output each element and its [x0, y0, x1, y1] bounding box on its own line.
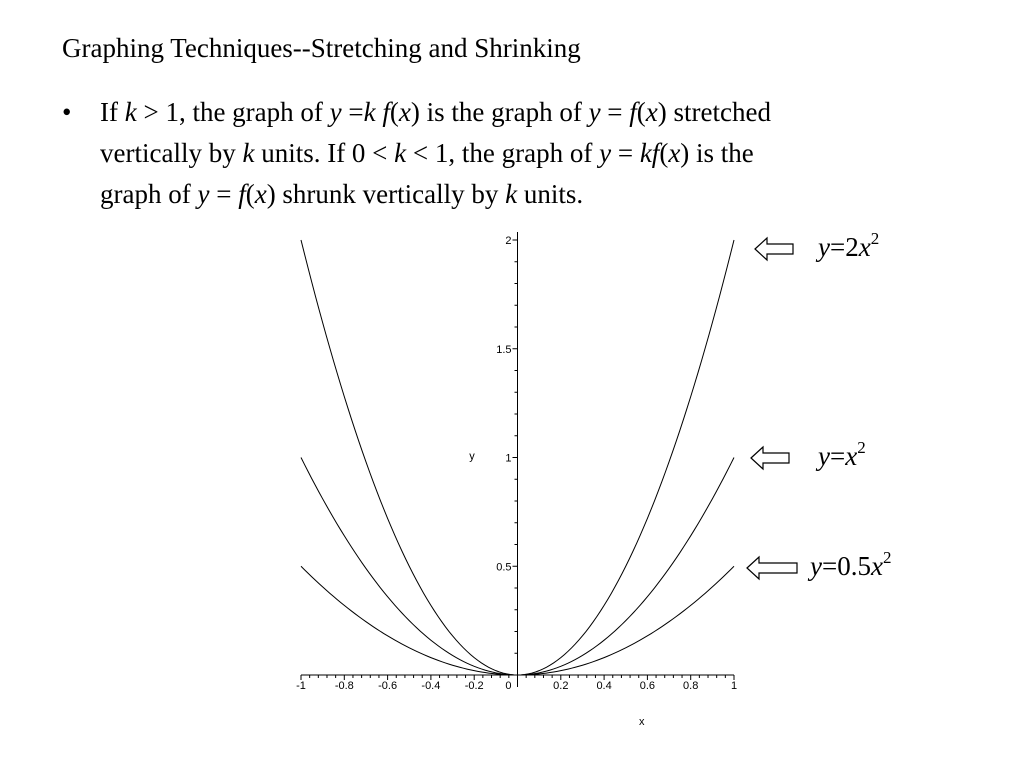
curve-label-x2 [818, 438, 866, 472]
hollow-left-arrow-icon [746, 555, 798, 581]
y-axis-title: y [469, 450, 475, 463]
hollow-left-arrow-icon [754, 236, 794, 262]
label-exp: 2 [870, 229, 880, 248]
text-run: ) is the graph of [410, 97, 589, 127]
x-axis-title: x [639, 716, 645, 728]
text-run: y [588, 97, 601, 127]
curve-label-2x2 [818, 229, 880, 263]
text-run: ( [636, 97, 646, 127]
label-eq: =2 [829, 232, 859, 262]
label-exp: 2 [857, 438, 866, 457]
bullet-symbol: • [62, 97, 72, 127]
tick-labels [296, 235, 737, 728]
text-run: units. If 0 < [254, 138, 395, 168]
text-run: k [505, 179, 518, 209]
text-run: x [254, 179, 267, 209]
text-run: k f [363, 97, 390, 127]
text-run: x [668, 138, 681, 168]
text-run: y [599, 138, 612, 168]
text-run: ( [659, 138, 669, 168]
text-run: kf [639, 138, 660, 168]
label-x: x [870, 551, 883, 581]
x-tick-label: 0.2 [553, 680, 569, 692]
label-eq: =0.5 [821, 551, 871, 581]
label-x: x [858, 232, 871, 262]
x-tick-label: -1 [296, 680, 306, 692]
x-tick-label: -0.6 [378, 680, 398, 692]
x-tick-label: -0.2 [464, 680, 484, 692]
text-run: = [341, 97, 364, 127]
text-run: < 1, the graph of [406, 138, 600, 168]
hollow-left-arrow-icon [750, 445, 790, 471]
text-run: units. [517, 179, 584, 209]
text-run: graph of [100, 179, 198, 209]
x-tick-label: 0.8 [683, 680, 699, 692]
text-run: vertically by [100, 138, 243, 168]
text-run: y [197, 179, 210, 209]
text-run: ) shrunk vertically by [266, 179, 506, 209]
text-run: k [242, 138, 255, 168]
text-run: k [394, 138, 407, 168]
text-run: > 1, the graph of [136, 97, 330, 127]
text-run: f [238, 179, 246, 209]
text-run: k [124, 97, 137, 127]
label-eq: = [829, 441, 846, 471]
text-run: = [611, 138, 640, 168]
text-run: ) is the [680, 138, 754, 168]
label-x: x [845, 441, 858, 471]
label-y: y [810, 551, 822, 581]
label-exp: 2 [882, 548, 892, 567]
label-y: y [818, 232, 830, 262]
y-tick-label: 0.5 [496, 561, 512, 574]
label-y: y [818, 441, 830, 471]
y-tick-label: 2 [505, 235, 512, 247]
text-run: ( [245, 179, 255, 209]
text-run: x [645, 97, 658, 127]
x-tick-label: 0.6 [639, 680, 656, 692]
x-tick-label: -0.4 [421, 680, 441, 692]
text-run: ( [389, 97, 399, 127]
text-run: f [629, 97, 637, 127]
x-tick-label: 0.4 [596, 680, 612, 692]
y-tick-label: 1 [505, 452, 512, 465]
text-run: y [329, 97, 342, 127]
text-run: If [100, 97, 125, 127]
y-tick-label: 1.5 [496, 343, 512, 356]
curve-label-0-5x2 [810, 548, 892, 582]
x-tick-label: 1 [730, 680, 738, 692]
text-run: = [600, 97, 630, 127]
axes [301, 232, 734, 687]
x-tick-label: 0 [505, 680, 512, 692]
text-run: x [398, 97, 411, 127]
text-run: = [209, 179, 239, 209]
text-run: ) stretched [657, 97, 771, 127]
x-tick-label: -0.8 [334, 680, 354, 692]
slide-title: Graphing Techniques--Stretching and Shrinking [62, 33, 581, 63]
